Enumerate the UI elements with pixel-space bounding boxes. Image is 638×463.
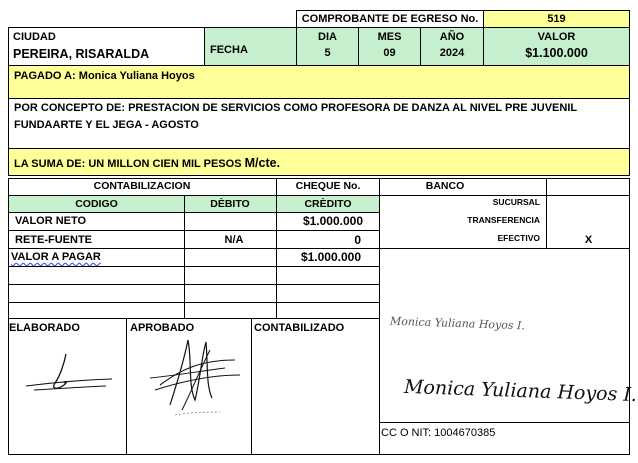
payment-method-efectivo: EFECTIVO bbox=[497, 233, 540, 243]
day-label: DIA bbox=[318, 31, 337, 43]
sum-text: LA SUMA DE: UN MILLON CIEN MIL PESOS bbox=[14, 158, 245, 170]
prepared-signature bbox=[20, 350, 120, 400]
sum-text-wrap bbox=[14, 154, 280, 172]
row-1-code: VALOR NETO bbox=[15, 215, 87, 227]
grid-line bbox=[9, 248, 630, 249]
concept-cell bbox=[8, 98, 630, 149]
grid-line bbox=[379, 422, 630, 423]
day-cell bbox=[296, 27, 359, 66]
header-title: COMPROBANTE DE EGRESO No. bbox=[301, 13, 479, 25]
payment-method-transferencia: TRANSFERENCIA bbox=[467, 215, 540, 225]
city-label: CIUDAD bbox=[13, 31, 56, 43]
approved-signature bbox=[140, 330, 250, 420]
code-header-cell bbox=[9, 196, 184, 212]
grid-line bbox=[126, 318, 127, 455]
voucher-number-cell bbox=[483, 10, 630, 28]
grid-line bbox=[9, 195, 630, 196]
receiver-id: CC O NIT: 1004670385 bbox=[381, 427, 496, 439]
grid-line bbox=[184, 195, 185, 319]
row-2-code: RETE-FUENTE bbox=[15, 234, 92, 246]
grid-line bbox=[9, 266, 379, 267]
sum-cell bbox=[8, 148, 630, 176]
row-2-credit: 0 bbox=[354, 233, 361, 247]
date-label: FECHA bbox=[210, 44, 248, 56]
year-cell bbox=[420, 27, 484, 66]
credit-header-cell bbox=[277, 196, 379, 212]
payment-mark-efectivo: X bbox=[584, 234, 593, 246]
month-cell bbox=[358, 27, 421, 66]
debit-header: DÈBITO bbox=[210, 198, 250, 210]
day-value: 5 bbox=[324, 47, 331, 59]
grid-line bbox=[9, 318, 379, 319]
paid-to-cell bbox=[8, 65, 630, 99]
row-3-credit: $1.000.000 bbox=[300, 250, 361, 264]
receiver-faint-signature: Monica Yuliana Hoyos I. bbox=[389, 314, 526, 333]
paid-to: PAGADO A: Monica Yuliana Hoyos bbox=[14, 70, 195, 82]
grid-line bbox=[546, 178, 547, 248]
month-label: MES bbox=[377, 31, 402, 43]
year-label: AÑO bbox=[439, 31, 465, 43]
value-amount: $1.100.000 bbox=[525, 46, 588, 60]
header-title-cell bbox=[296, 10, 484, 28]
receiver-signature: Monica Yuliana Hoyos I. bbox=[403, 375, 638, 407]
value-label: VALOR bbox=[537, 31, 576, 43]
city-cell bbox=[8, 27, 205, 66]
accounted-label: CONTABILIZADO bbox=[254, 322, 345, 334]
concept-line-1: POR CONCEPTO DE: PRESTACION DE SERVICIOS COMO PROFESORA DE DANZA AL NIVEL PRE JUVENIL bbox=[14, 102, 578, 114]
grid-line bbox=[276, 178, 277, 319]
grid-line bbox=[9, 230, 379, 231]
code-header: CODIGO bbox=[75, 198, 118, 210]
credit-header: CRÈDITO bbox=[304, 198, 352, 210]
value-cell bbox=[483, 27, 630, 66]
accounting-title: CONTABILIZACION bbox=[93, 180, 191, 192]
voucher-number: 519 bbox=[547, 13, 566, 25]
date-label-cell bbox=[204, 27, 297, 66]
row-1-credit: $1.000.000 bbox=[302, 214, 363, 228]
grid-line bbox=[9, 212, 379, 213]
prepared-label: ELABORADO bbox=[9, 322, 80, 334]
row-2-debit: N/A bbox=[224, 234, 244, 246]
year-value: 2024 bbox=[439, 47, 465, 59]
approved-label: APROBADO bbox=[130, 322, 195, 334]
grid-line bbox=[9, 284, 379, 285]
row-3-code: VALOR A PAGAR bbox=[11, 251, 101, 263]
grid-line bbox=[251, 318, 252, 455]
city-value: PEREIRA, RISARALDA bbox=[13, 47, 150, 61]
grid-line bbox=[379, 178, 380, 455]
sum-suffix: M/cte. bbox=[244, 156, 281, 170]
payment-method-sucursal: SUCURSAL bbox=[492, 197, 540, 207]
grid-line bbox=[9, 302, 379, 303]
month-value: 09 bbox=[383, 47, 396, 59]
bank-label: BANCO bbox=[425, 180, 465, 192]
debit-header-cell bbox=[184, 196, 276, 212]
concept-line-2: FUNDAARTE Y EL JEGA - AGOSTO bbox=[14, 119, 199, 131]
check-label: CHEQUE No. bbox=[295, 180, 361, 192]
